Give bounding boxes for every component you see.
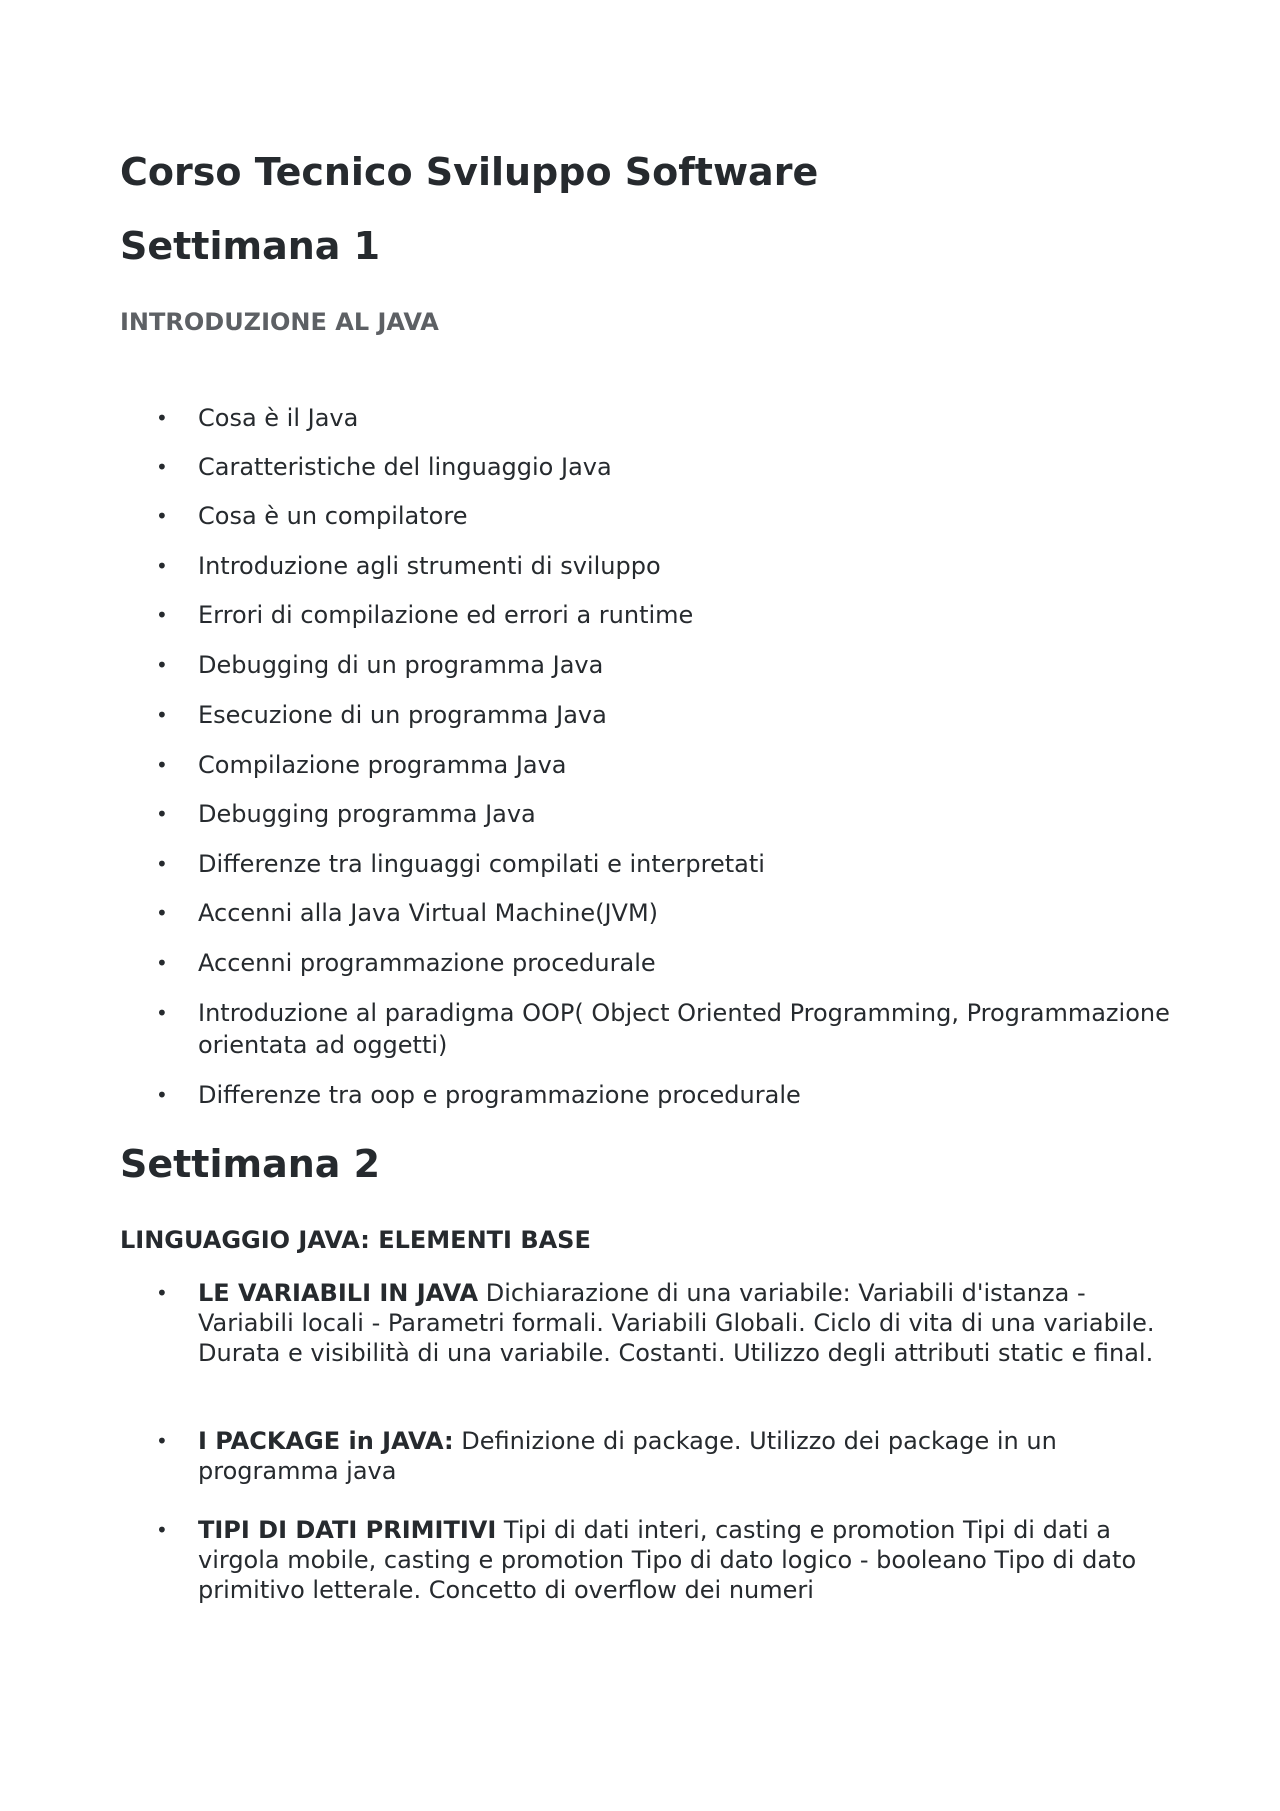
bullet-icon: •: [156, 504, 168, 528]
list-item: [156, 1515, 1168, 1605]
bullet-icon: •: [156, 406, 168, 430]
week-1-heading: Settimana 1: [120, 224, 381, 268]
list-item-text: Differenze tra oop e programmazione procedurale: [198, 1081, 801, 1109]
list-item: [156, 451, 1178, 483]
list-item: [156, 1426, 1168, 1486]
list-item-text: Accenni alla Java Virtual Machine(JVM): [198, 899, 659, 927]
bullet-icon: •: [156, 1001, 168, 1025]
bullet-icon: •: [156, 703, 168, 727]
list-item-text: Accenni programmazione procedurale: [198, 949, 656, 977]
bullet-icon: •: [156, 951, 168, 975]
list-item: [156, 798, 1178, 830]
list-item: [156, 897, 1178, 929]
list-item-title: LE VARIABILI IN JAVA: [198, 1279, 479, 1307]
list-item-text: Caratteristiche del linguaggio Java: [198, 453, 612, 481]
list-item: [156, 649, 1178, 681]
list-item-text: Dichiarazione di una variabile: Variabili d'istanza - Variabili locali - Parametri formali. Variabili Globali. Ciclo di vita di una variabile. Durata e visibilità di una variabile. Costanti. Utilizzo degli attributi static e final.: [198, 1279, 1155, 1367]
week-1-subheading: INTRODUZIONE AL JAVA: [120, 308, 439, 336]
list-item-title: I PACKAGE in JAVA:: [198, 1427, 454, 1455]
list-item-text: Errori di compilazione ed errori a runtime: [198, 601, 694, 629]
document-title: Corso Tecnico Sviluppo Software: [120, 150, 819, 194]
list-item-text: Esecuzione di un programma Java: [198, 701, 607, 729]
bullet-icon: •: [156, 1429, 168, 1453]
bullet-icon: •: [156, 753, 168, 777]
list-item-text: Debugging programma Java: [198, 800, 536, 828]
bullet-icon: •: [156, 653, 168, 677]
week-2-subheading: LINGUAGGIO JAVA: ELEMENTI BASE: [120, 1226, 591, 1254]
list-item: [156, 1079, 1178, 1111]
list-item: [156, 550, 1178, 582]
list-item-title: TIPI DI DATI PRIMITIVI: [198, 1516, 497, 1544]
bullet-icon: •: [156, 802, 168, 826]
list-item: [156, 1278, 1168, 1368]
bullet-icon: •: [156, 901, 168, 925]
list-item: [156, 402, 1178, 434]
list-item-text: Definizione di package. Utilizzo dei package in un programma java: [198, 1427, 1057, 1485]
list-item: [156, 947, 1178, 979]
list-item-text: Differenze tra linguaggi compilati e interpretati: [198, 850, 765, 878]
list-item-text: Introduzione agli strumenti di sviluppo: [198, 552, 661, 580]
week-2-heading: Settimana 2: [120, 1142, 381, 1186]
bullet-icon: •: [156, 1083, 168, 1107]
list-item-text: Cosa è il Java: [198, 404, 359, 432]
list-item-text: Introduzione al paradigma OOP( Object Oriented Programming, Programmazione orientata ad oggetti): [198, 999, 1170, 1059]
bullet-icon: •: [156, 603, 168, 627]
list-item-text: Compilazione programma Java: [198, 751, 567, 779]
list-item: [156, 997, 1178, 1061]
list-item: [156, 699, 1178, 731]
bullet-icon: •: [156, 455, 168, 479]
bullet-icon: •: [156, 554, 168, 578]
list-item-text: Cosa è un compilatore: [198, 502, 468, 530]
list-item-text: Tipi di dati interi, casting e promotion Tipi di dati a virgola mobile, casting e promotion Tipo di dato logico - booleano Tipo di dato primitivo letterale. Concetto di overflow dei numeri: [198, 1516, 1137, 1604]
list-item: [156, 848, 1178, 880]
list-item: [156, 599, 1178, 631]
bullet-icon: •: [156, 852, 168, 876]
bullet-icon: •: [156, 1518, 168, 1542]
list-item: [156, 749, 1178, 781]
list-item-text: Debugging di un programma Java: [198, 651, 604, 679]
list-item: [156, 500, 1178, 532]
bullet-icon: •: [156, 1281, 168, 1305]
